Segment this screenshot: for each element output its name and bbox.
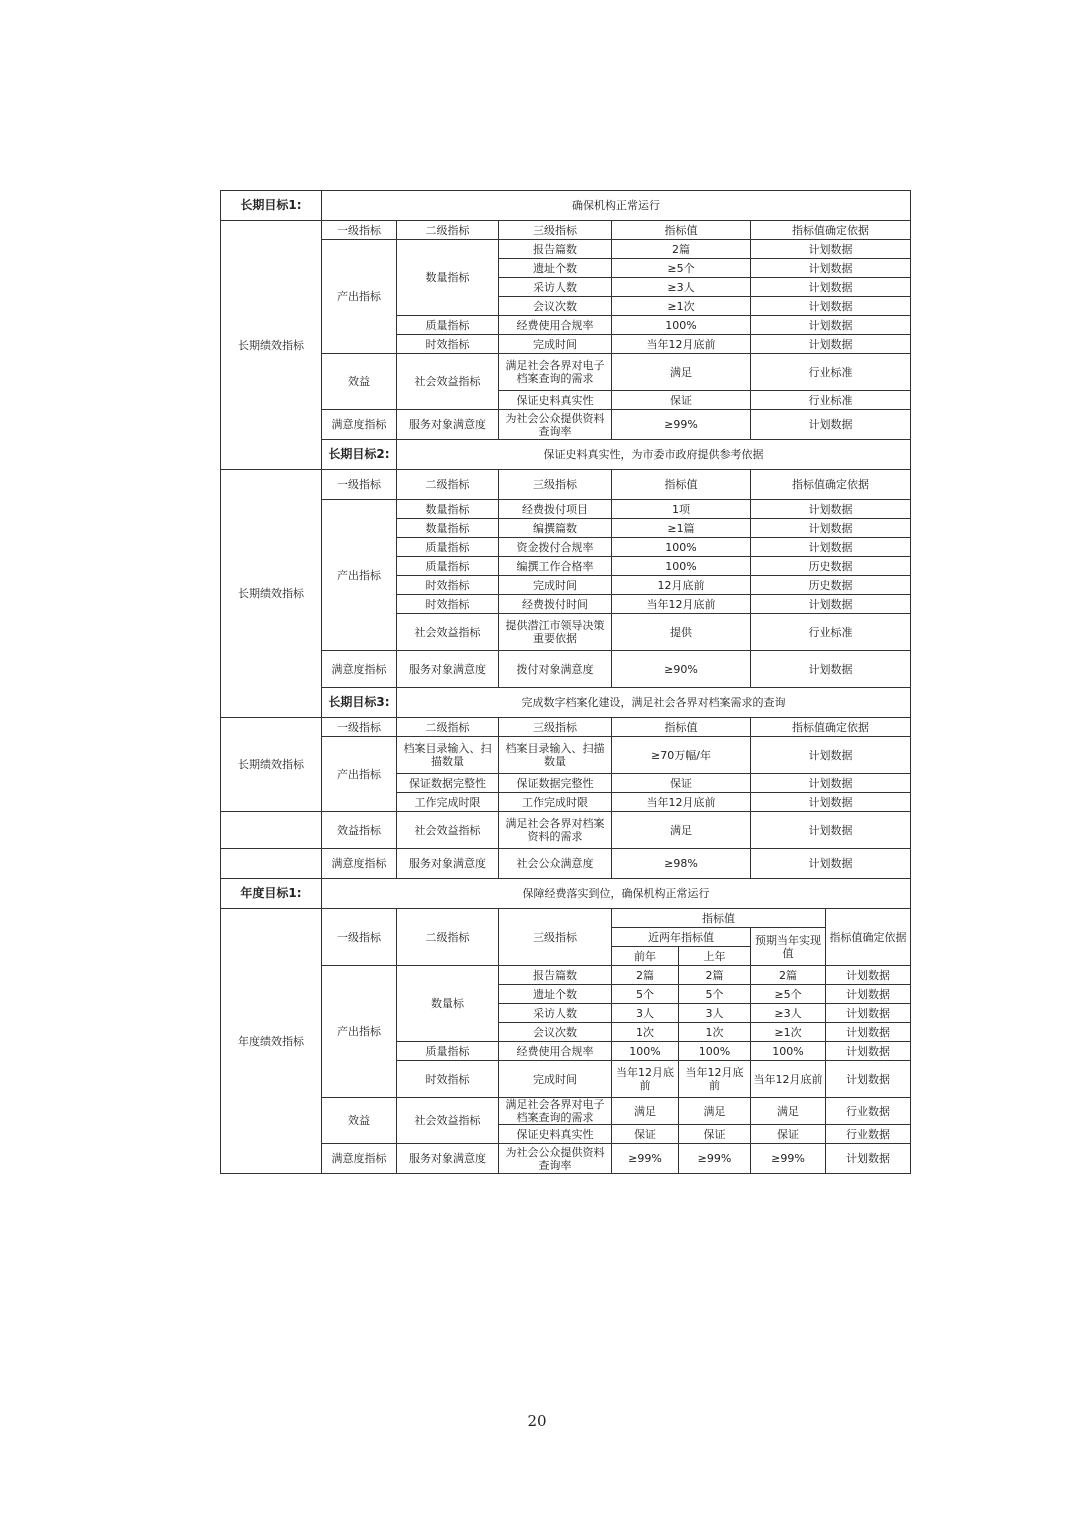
level2-cell: 服务对象满意度	[397, 1144, 499, 1174]
level2-cell: 数量标	[397, 966, 499, 1042]
header-row	[221, 718, 911, 737]
header-cell: 上年	[679, 947, 751, 966]
header-cell: 三级指标	[499, 221, 612, 240]
goal-text: 保障经费落实到位，确保机构正常运行	[322, 879, 911, 909]
level3-cell: 采访人数	[499, 278, 612, 297]
table-row	[221, 737, 911, 774]
value-cell: ≥1次	[612, 297, 751, 316]
header-cell: 一级指标	[322, 718, 397, 737]
level3-cell: 工作完成时限	[499, 793, 612, 812]
value-cell: 满足	[612, 812, 751, 849]
table-row	[221, 240, 911, 259]
goal-row	[221, 191, 911, 221]
goal-label: 年度目标1:	[221, 879, 322, 909]
header-cell: 指标值确定依据	[826, 909, 911, 966]
value-cell: 2篇	[612, 240, 751, 259]
basis-cell: 计划数据	[751, 849, 911, 879]
level2-cell: 数量指标	[397, 240, 499, 316]
level3-cell: 遗址个数	[499, 985, 612, 1004]
level3-cell: 保证史料真实性	[499, 391, 612, 410]
page-number: 20	[527, 1412, 547, 1430]
header-cell: 三级指标	[499, 470, 612, 500]
level3-cell: 经费使用合规率	[499, 316, 612, 335]
level1-cell: 产出指标	[322, 966, 397, 1098]
header-row	[221, 470, 911, 500]
value-cell: 当年12月底前	[612, 595, 751, 614]
header-cell: 二级指标	[397, 221, 499, 240]
value-cell: ≥5个	[612, 259, 751, 278]
basis-cell: 计划数据	[751, 774, 911, 793]
basis-cell: 历史数据	[751, 576, 911, 595]
value-cell: 当年12月底前	[679, 1061, 751, 1098]
header-cell: 指标值	[612, 718, 751, 737]
level2-cell: 时效指标	[397, 1061, 499, 1098]
basis-cell: 计划数据	[751, 793, 911, 812]
value-cell: ≥70万幅/年	[612, 737, 751, 774]
basis-cell: 计划数据	[751, 812, 911, 849]
header-row	[221, 221, 911, 240]
value-cell: ≥5个	[751, 985, 826, 1004]
level3-cell: 提供潜江市领导决策重要依据	[499, 614, 612, 651]
level3-cell: 满足社会各界对档案资料的需求	[499, 812, 612, 849]
header-cell: 指标值	[612, 221, 751, 240]
basis-cell: 计划数据	[826, 1042, 911, 1061]
value-cell: 当年12月底前	[751, 1061, 826, 1098]
header-cell: 近两年指标值	[612, 928, 751, 947]
value-cell: 100%	[612, 316, 751, 335]
basis-cell: 计划数据	[751, 297, 911, 316]
basis-cell: 计划数据	[826, 1023, 911, 1042]
header-cell: 三级指标	[499, 909, 612, 966]
header-cell: 前年	[612, 947, 679, 966]
level3-cell: 遗址个数	[499, 259, 612, 278]
table-row	[221, 812, 911, 849]
level2-cell: 质量指标	[397, 538, 499, 557]
value-cell: 保证	[612, 774, 751, 793]
value-cell: ≥3人	[751, 1004, 826, 1023]
basis-cell: 行业标准	[751, 354, 911, 391]
value-cell: 当年12月底前	[612, 335, 751, 354]
value-cell: ≥99%	[751, 1144, 826, 1174]
level3-cell: 编撰篇数	[499, 519, 612, 538]
level1-cell: 满意度指标	[322, 849, 397, 879]
level3-cell: 经费使用合规率	[499, 1042, 612, 1061]
goal-label: 长期目标3:	[322, 688, 397, 718]
header-cell: 二级指标	[397, 718, 499, 737]
value-cell: 保证	[751, 1125, 826, 1144]
level2-cell: 社会效益指标	[397, 614, 499, 651]
value-cell: 100%	[612, 1042, 679, 1061]
value-cell: ≥1篇	[612, 519, 751, 538]
level3-cell: 完成时间	[499, 335, 612, 354]
level3-cell: 完成时间	[499, 576, 612, 595]
value-cell: 保证	[612, 1125, 679, 1144]
level3-cell: 为社会公众提供资料查询率	[499, 1144, 612, 1174]
goal-text: 确保机构正常运行	[322, 191, 911, 221]
goal-text: 完成数字档案化建设，满足社会各界对档案需求的查询	[397, 688, 911, 718]
header-row	[221, 909, 911, 928]
value-cell: 满足	[612, 1098, 679, 1125]
header-cell: 指标值确定依据	[751, 221, 911, 240]
level2-cell: 时效指标	[397, 595, 499, 614]
level2-cell: 服务对象满意度	[397, 849, 499, 879]
basis-cell: 计划数据	[751, 595, 911, 614]
level1-cell: 满意度指标	[322, 651, 397, 688]
basis-cell: 计划数据	[751, 335, 911, 354]
level3-cell: 社会公众满意度	[499, 849, 612, 879]
value-cell: 2篇	[612, 966, 679, 985]
basis-cell: 计划数据	[826, 1004, 911, 1023]
goal-label: 长期目标2:	[322, 440, 397, 470]
basis-cell: 计划数据	[751, 651, 911, 688]
basis-cell: 计划数据	[751, 240, 911, 259]
level3-cell: 保证史料真实性	[499, 1125, 612, 1144]
level3-cell: 满足社会各界对电子档案查询的需求	[499, 1098, 612, 1125]
level2-cell: 质量指标	[397, 557, 499, 576]
basis-cell: 计划数据	[751, 538, 911, 557]
section-label-empty	[221, 812, 322, 849]
header-cell: 预期当年实现值	[751, 928, 826, 966]
value-cell: ≥99%	[612, 1144, 679, 1174]
table-row	[221, 966, 911, 985]
basis-cell: 计划数据	[751, 410, 911, 440]
level3-cell: 报告篇数	[499, 966, 612, 985]
level2-cell: 时效指标	[397, 576, 499, 595]
value-cell: 5个	[612, 985, 679, 1004]
level3-cell: 经费拨付项目	[499, 500, 612, 519]
header-cell: 一级指标	[322, 470, 397, 500]
section-label: 长期绩效指标	[221, 470, 322, 718]
value-cell: ≥99%	[612, 410, 751, 440]
value-cell: ≥3人	[612, 278, 751, 297]
level3-cell: 满足社会各界对电子档案查询的需求	[499, 354, 612, 391]
level1-cell: 效益指标	[322, 812, 397, 849]
level2-cell: 工作完成时限	[397, 793, 499, 812]
basis-cell: 计划数据	[751, 519, 911, 538]
basis-cell: 计划数据	[826, 985, 911, 1004]
basis-cell: 计划数据	[751, 316, 911, 335]
basis-cell: 行业标准	[751, 614, 911, 651]
level2-cell: 社会效益指标	[397, 354, 499, 410]
section-label: 长期绩效指标	[221, 221, 322, 470]
level2-cell: 数量指标	[397, 519, 499, 538]
goal-row	[221, 688, 911, 718]
level2-cell: 质量指标	[397, 316, 499, 335]
level2-cell: 服务对象满意度	[397, 410, 499, 440]
goal-text: 保证史料真实性，为市委市政府提供参考依据	[397, 440, 911, 470]
level3-cell: 档案目录输入、扫描数量	[499, 737, 612, 774]
value-cell: 3人	[679, 1004, 751, 1023]
basis-cell: 计划数据	[751, 278, 911, 297]
header-cell: 指标值确定依据	[751, 470, 911, 500]
level1-cell: 产出指标	[322, 737, 397, 812]
level3-cell: 拨付对象满意度	[499, 651, 612, 688]
performance-table-sheet	[220, 190, 910, 1174]
value-cell: 满足	[679, 1098, 751, 1125]
value-cell: ≥1次	[751, 1023, 826, 1042]
level3-cell: 保证数据完整性	[499, 774, 612, 793]
section-label: 长期绩效指标	[221, 718, 322, 812]
basis-cell: 计划数据	[826, 1061, 911, 1098]
section-label-empty	[221, 849, 322, 879]
value-cell: 保证	[612, 391, 751, 410]
level1-cell: 产出指标	[322, 240, 397, 354]
basis-cell: 计划数据	[751, 259, 911, 278]
value-cell: 1次	[612, 1023, 679, 1042]
header-cell: 三级指标	[499, 718, 612, 737]
table-row	[221, 410, 911, 440]
header-cell: 一级指标	[322, 221, 397, 240]
header-cell: 指标值	[612, 470, 751, 500]
value-cell: 3人	[612, 1004, 679, 1023]
table-row	[221, 354, 911, 391]
goal-row	[221, 879, 911, 909]
level3-cell: 会议次数	[499, 1023, 612, 1042]
level1-cell: 产出指标	[322, 500, 397, 651]
level1-cell: 效益	[322, 354, 397, 410]
performance-table	[220, 190, 911, 1174]
level3-cell: 会议次数	[499, 297, 612, 316]
value-cell: 提供	[612, 614, 751, 651]
value-cell: 2篇	[751, 966, 826, 985]
header-cell: 二级指标	[397, 909, 499, 966]
table-row	[221, 849, 911, 879]
basis-cell: 行业数据	[826, 1098, 911, 1125]
goal-row	[221, 440, 911, 470]
level2-cell: 档案目录输入、扫描数量	[397, 737, 499, 774]
value-cell: 满足	[751, 1098, 826, 1125]
basis-cell: 计划数据	[751, 500, 911, 519]
level2-cell: 社会效益指标	[397, 1098, 499, 1144]
level1-cell: 满意度指标	[322, 410, 397, 440]
table-row	[221, 651, 911, 688]
level2-cell: 数量指标	[397, 500, 499, 519]
value-cell: 1次	[679, 1023, 751, 1042]
value-cell: 满足	[612, 354, 751, 391]
table-row	[221, 1098, 911, 1125]
section-label: 年度绩效指标	[221, 909, 322, 1174]
value-cell: 5个	[679, 985, 751, 1004]
level3-cell: 报告篇数	[499, 240, 612, 259]
header-cell: 指标值	[612, 909, 826, 928]
level3-cell: 为社会公众提供资料查询率	[499, 410, 612, 440]
basis-cell: 行业标准	[751, 391, 911, 410]
value-cell: ≥99%	[679, 1144, 751, 1174]
header-cell: 一级指标	[322, 909, 397, 966]
value-cell: 100%	[612, 538, 751, 557]
value-cell: ≥90%	[612, 651, 751, 688]
level1-cell: 效益	[322, 1098, 397, 1144]
value-cell: 100%	[751, 1042, 826, 1061]
value-cell: 2篇	[679, 966, 751, 985]
level2-cell: 社会效益指标	[397, 812, 499, 849]
level3-cell: 编撰工作合格率	[499, 557, 612, 576]
level3-cell: 采访人数	[499, 1004, 612, 1023]
value-cell: ≥98%	[612, 849, 751, 879]
basis-cell: 历史数据	[751, 557, 911, 576]
value-cell: 当年12月底前	[612, 793, 751, 812]
goal-label: 长期目标1:	[221, 191, 322, 221]
level3-cell: 经费拨付时间	[499, 595, 612, 614]
value-cell: 100%	[612, 557, 751, 576]
level1-cell: 满意度指标	[322, 1144, 397, 1174]
header-cell: 二级指标	[397, 470, 499, 500]
level3-cell: 完成时间	[499, 1061, 612, 1098]
basis-cell: 计划数据	[826, 966, 911, 985]
basis-cell: 行业数据	[826, 1125, 911, 1144]
level2-cell: 保证数据完整性	[397, 774, 499, 793]
level2-cell: 时效指标	[397, 335, 499, 354]
table-row	[221, 500, 911, 519]
basis-cell: 计划数据	[826, 1144, 911, 1174]
basis-cell: 计划数据	[751, 737, 911, 774]
value-cell: 保证	[679, 1125, 751, 1144]
value-cell: 100%	[679, 1042, 751, 1061]
value-cell: 当年12月底前	[612, 1061, 679, 1098]
value-cell: 1项	[612, 500, 751, 519]
table-row	[221, 1144, 911, 1174]
header-cell: 指标值确定依据	[751, 718, 911, 737]
level3-cell: 资金拨付合规率	[499, 538, 612, 557]
level2-cell: 质量指标	[397, 1042, 499, 1061]
value-cell: 12月底前	[612, 576, 751, 595]
level2-cell: 服务对象满意度	[397, 651, 499, 688]
